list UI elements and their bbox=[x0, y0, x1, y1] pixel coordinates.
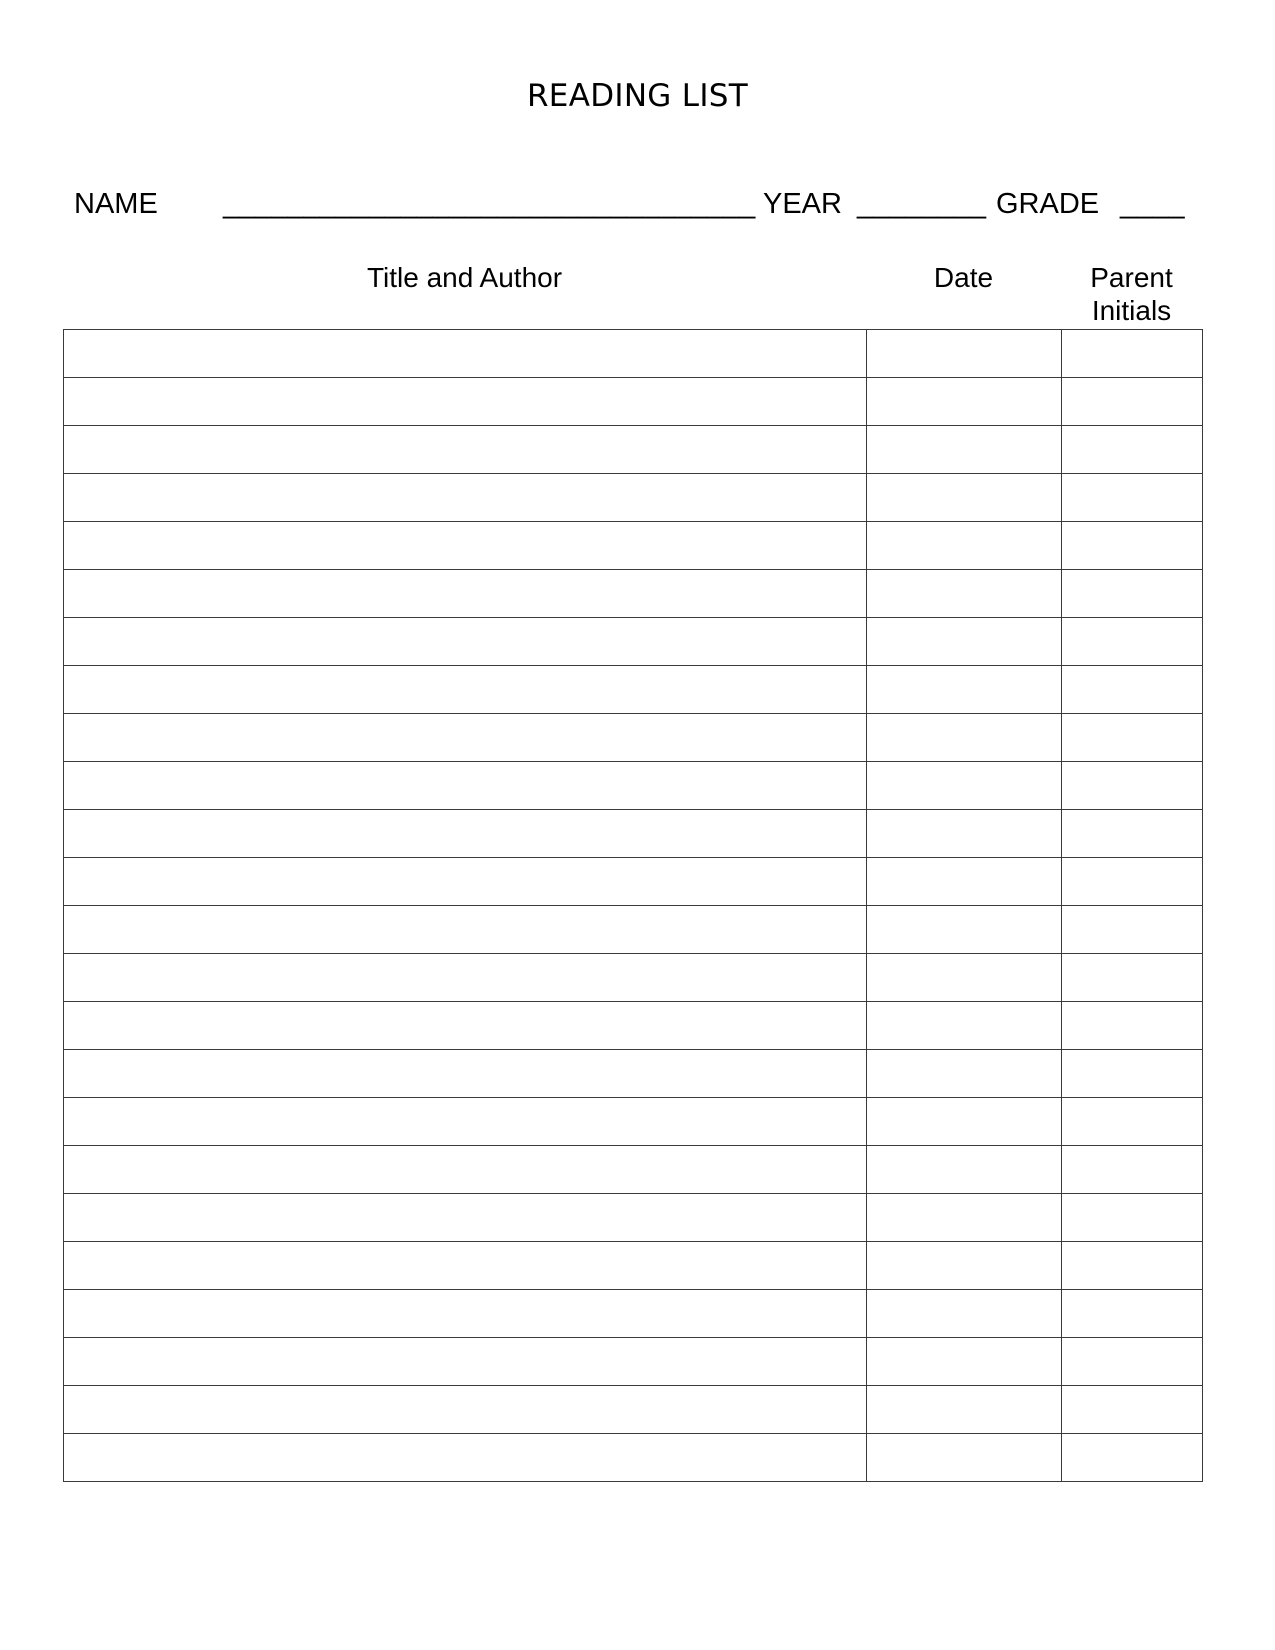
parent-initials-cell[interactable] bbox=[1062, 666, 1203, 714]
title-author-cell[interactable] bbox=[64, 570, 867, 618]
table-row bbox=[64, 1386, 1203, 1434]
table-row bbox=[64, 954, 1203, 1002]
date-cell[interactable] bbox=[867, 1242, 1062, 1290]
parent-initials-cell[interactable] bbox=[1062, 1386, 1203, 1434]
table-row bbox=[64, 762, 1203, 810]
title-author-cell[interactable] bbox=[64, 618, 867, 666]
year-label: YEAR bbox=[763, 188, 842, 220]
grade-field[interactable]: ____ bbox=[1120, 188, 1185, 220]
date-cell[interactable] bbox=[867, 1050, 1062, 1098]
date-cell[interactable] bbox=[867, 618, 1062, 666]
parent-initials-cell[interactable] bbox=[1062, 1098, 1203, 1146]
parent-initials-cell[interactable] bbox=[1062, 1290, 1203, 1338]
date-cell[interactable] bbox=[867, 762, 1062, 810]
title-author-cell[interactable] bbox=[64, 810, 867, 858]
date-cell[interactable] bbox=[867, 906, 1062, 954]
title-author-cell[interactable] bbox=[64, 858, 867, 906]
title-author-cell[interactable] bbox=[64, 714, 867, 762]
date-cell[interactable] bbox=[867, 522, 1062, 570]
title-author-cell[interactable] bbox=[64, 1098, 867, 1146]
year-field[interactable]: ________ bbox=[857, 188, 987, 220]
date-cell[interactable] bbox=[867, 954, 1062, 1002]
title-author-cell[interactable] bbox=[64, 474, 867, 522]
parent-initials-cell[interactable] bbox=[1062, 954, 1203, 1002]
date-cell[interactable] bbox=[867, 570, 1062, 618]
title-author-cell[interactable] bbox=[64, 522, 867, 570]
table-row bbox=[64, 1146, 1203, 1194]
table-row bbox=[64, 426, 1203, 474]
date-cell[interactable] bbox=[867, 1338, 1062, 1386]
table-row bbox=[64, 1002, 1203, 1050]
parent-initials-cell[interactable] bbox=[1062, 426, 1203, 474]
parent-initials-cell[interactable] bbox=[1062, 858, 1203, 906]
title-author-cell[interactable] bbox=[64, 666, 867, 714]
parent-initials-cell[interactable] bbox=[1062, 1194, 1203, 1242]
date-cell[interactable] bbox=[867, 1098, 1062, 1146]
title-author-cell[interactable] bbox=[64, 1338, 867, 1386]
title-author-cell[interactable] bbox=[64, 1386, 867, 1434]
table-row bbox=[64, 714, 1203, 762]
table-row bbox=[64, 522, 1203, 570]
parent-initials-cell[interactable] bbox=[1062, 618, 1203, 666]
parent-initials-cell[interactable] bbox=[1062, 810, 1203, 858]
parent-initials-cell[interactable] bbox=[1062, 474, 1203, 522]
table-row bbox=[64, 858, 1203, 906]
date-cell[interactable] bbox=[867, 426, 1062, 474]
date-cell[interactable] bbox=[867, 858, 1062, 906]
column-header-title-author: Title and Author bbox=[366, 262, 563, 293]
table-row bbox=[64, 330, 1203, 378]
table-row bbox=[64, 1098, 1203, 1146]
table-row bbox=[64, 810, 1203, 858]
parent-initials-cell[interactable] bbox=[1062, 762, 1203, 810]
table-row bbox=[64, 618, 1203, 666]
title-author-cell[interactable] bbox=[64, 330, 867, 378]
parent-initials-cell[interactable] bbox=[1062, 1434, 1203, 1482]
date-cell[interactable] bbox=[867, 1002, 1062, 1050]
title-author-cell[interactable] bbox=[64, 1146, 867, 1194]
date-cell[interactable] bbox=[867, 1194, 1062, 1242]
table-row bbox=[64, 570, 1203, 618]
name-label: NAME bbox=[74, 188, 158, 220]
date-cell[interactable] bbox=[867, 1386, 1062, 1434]
parent-initials-cell[interactable] bbox=[1062, 378, 1203, 426]
parent-initials-cell[interactable] bbox=[1062, 906, 1203, 954]
date-cell[interactable] bbox=[867, 810, 1062, 858]
page-title: READING LIST bbox=[526, 78, 749, 114]
table-row bbox=[64, 1050, 1203, 1098]
table-row bbox=[64, 1338, 1203, 1386]
parent-initials-cell[interactable] bbox=[1062, 570, 1203, 618]
table-row bbox=[64, 1290, 1203, 1338]
column-header-date: Date bbox=[933, 262, 994, 293]
table-row bbox=[64, 1242, 1203, 1290]
parent-initials-cell[interactable] bbox=[1062, 1146, 1203, 1194]
title-author-cell[interactable] bbox=[64, 1194, 867, 1242]
date-cell[interactable] bbox=[867, 1434, 1062, 1482]
parent-initials-cell[interactable] bbox=[1062, 1050, 1203, 1098]
date-cell[interactable] bbox=[867, 1290, 1062, 1338]
title-author-cell[interactable] bbox=[64, 1434, 867, 1482]
table-row bbox=[64, 1194, 1203, 1242]
date-cell[interactable] bbox=[867, 714, 1062, 762]
date-cell[interactable] bbox=[867, 474, 1062, 522]
parent-initials-cell[interactable] bbox=[1062, 330, 1203, 378]
name-field[interactable]: _________________________________ bbox=[223, 188, 756, 220]
table-row bbox=[64, 666, 1203, 714]
title-author-cell[interactable] bbox=[64, 954, 867, 1002]
title-author-cell[interactable] bbox=[64, 1050, 867, 1098]
parent-initials-cell[interactable] bbox=[1062, 1242, 1203, 1290]
grade-label: GRADE bbox=[996, 188, 1100, 220]
date-cell[interactable] bbox=[867, 666, 1062, 714]
title-author-cell[interactable] bbox=[64, 762, 867, 810]
title-author-cell[interactable] bbox=[64, 906, 867, 954]
date-cell[interactable] bbox=[867, 330, 1062, 378]
title-author-cell[interactable] bbox=[64, 1002, 867, 1050]
title-author-cell[interactable] bbox=[64, 1242, 867, 1290]
title-author-cell[interactable] bbox=[64, 1290, 867, 1338]
parent-initials-cell[interactable] bbox=[1062, 1002, 1203, 1050]
parent-initials-cell[interactable] bbox=[1062, 522, 1203, 570]
title-author-cell[interactable] bbox=[64, 378, 867, 426]
table-row bbox=[64, 1434, 1203, 1482]
table-row bbox=[64, 378, 1203, 426]
parent-initials-cell[interactable] bbox=[1062, 714, 1203, 762]
reading-list-body bbox=[64, 330, 1203, 1482]
reading-list-table bbox=[63, 329, 1203, 1482]
table-row bbox=[64, 474, 1203, 522]
date-cell[interactable] bbox=[867, 1146, 1062, 1194]
title-author-cell[interactable] bbox=[64, 426, 867, 474]
table-row bbox=[64, 906, 1203, 954]
column-header-parent-initials: Parent Initials bbox=[1090, 262, 1173, 326]
parent-initials-cell[interactable] bbox=[1062, 1338, 1203, 1386]
date-cell[interactable] bbox=[867, 378, 1062, 426]
